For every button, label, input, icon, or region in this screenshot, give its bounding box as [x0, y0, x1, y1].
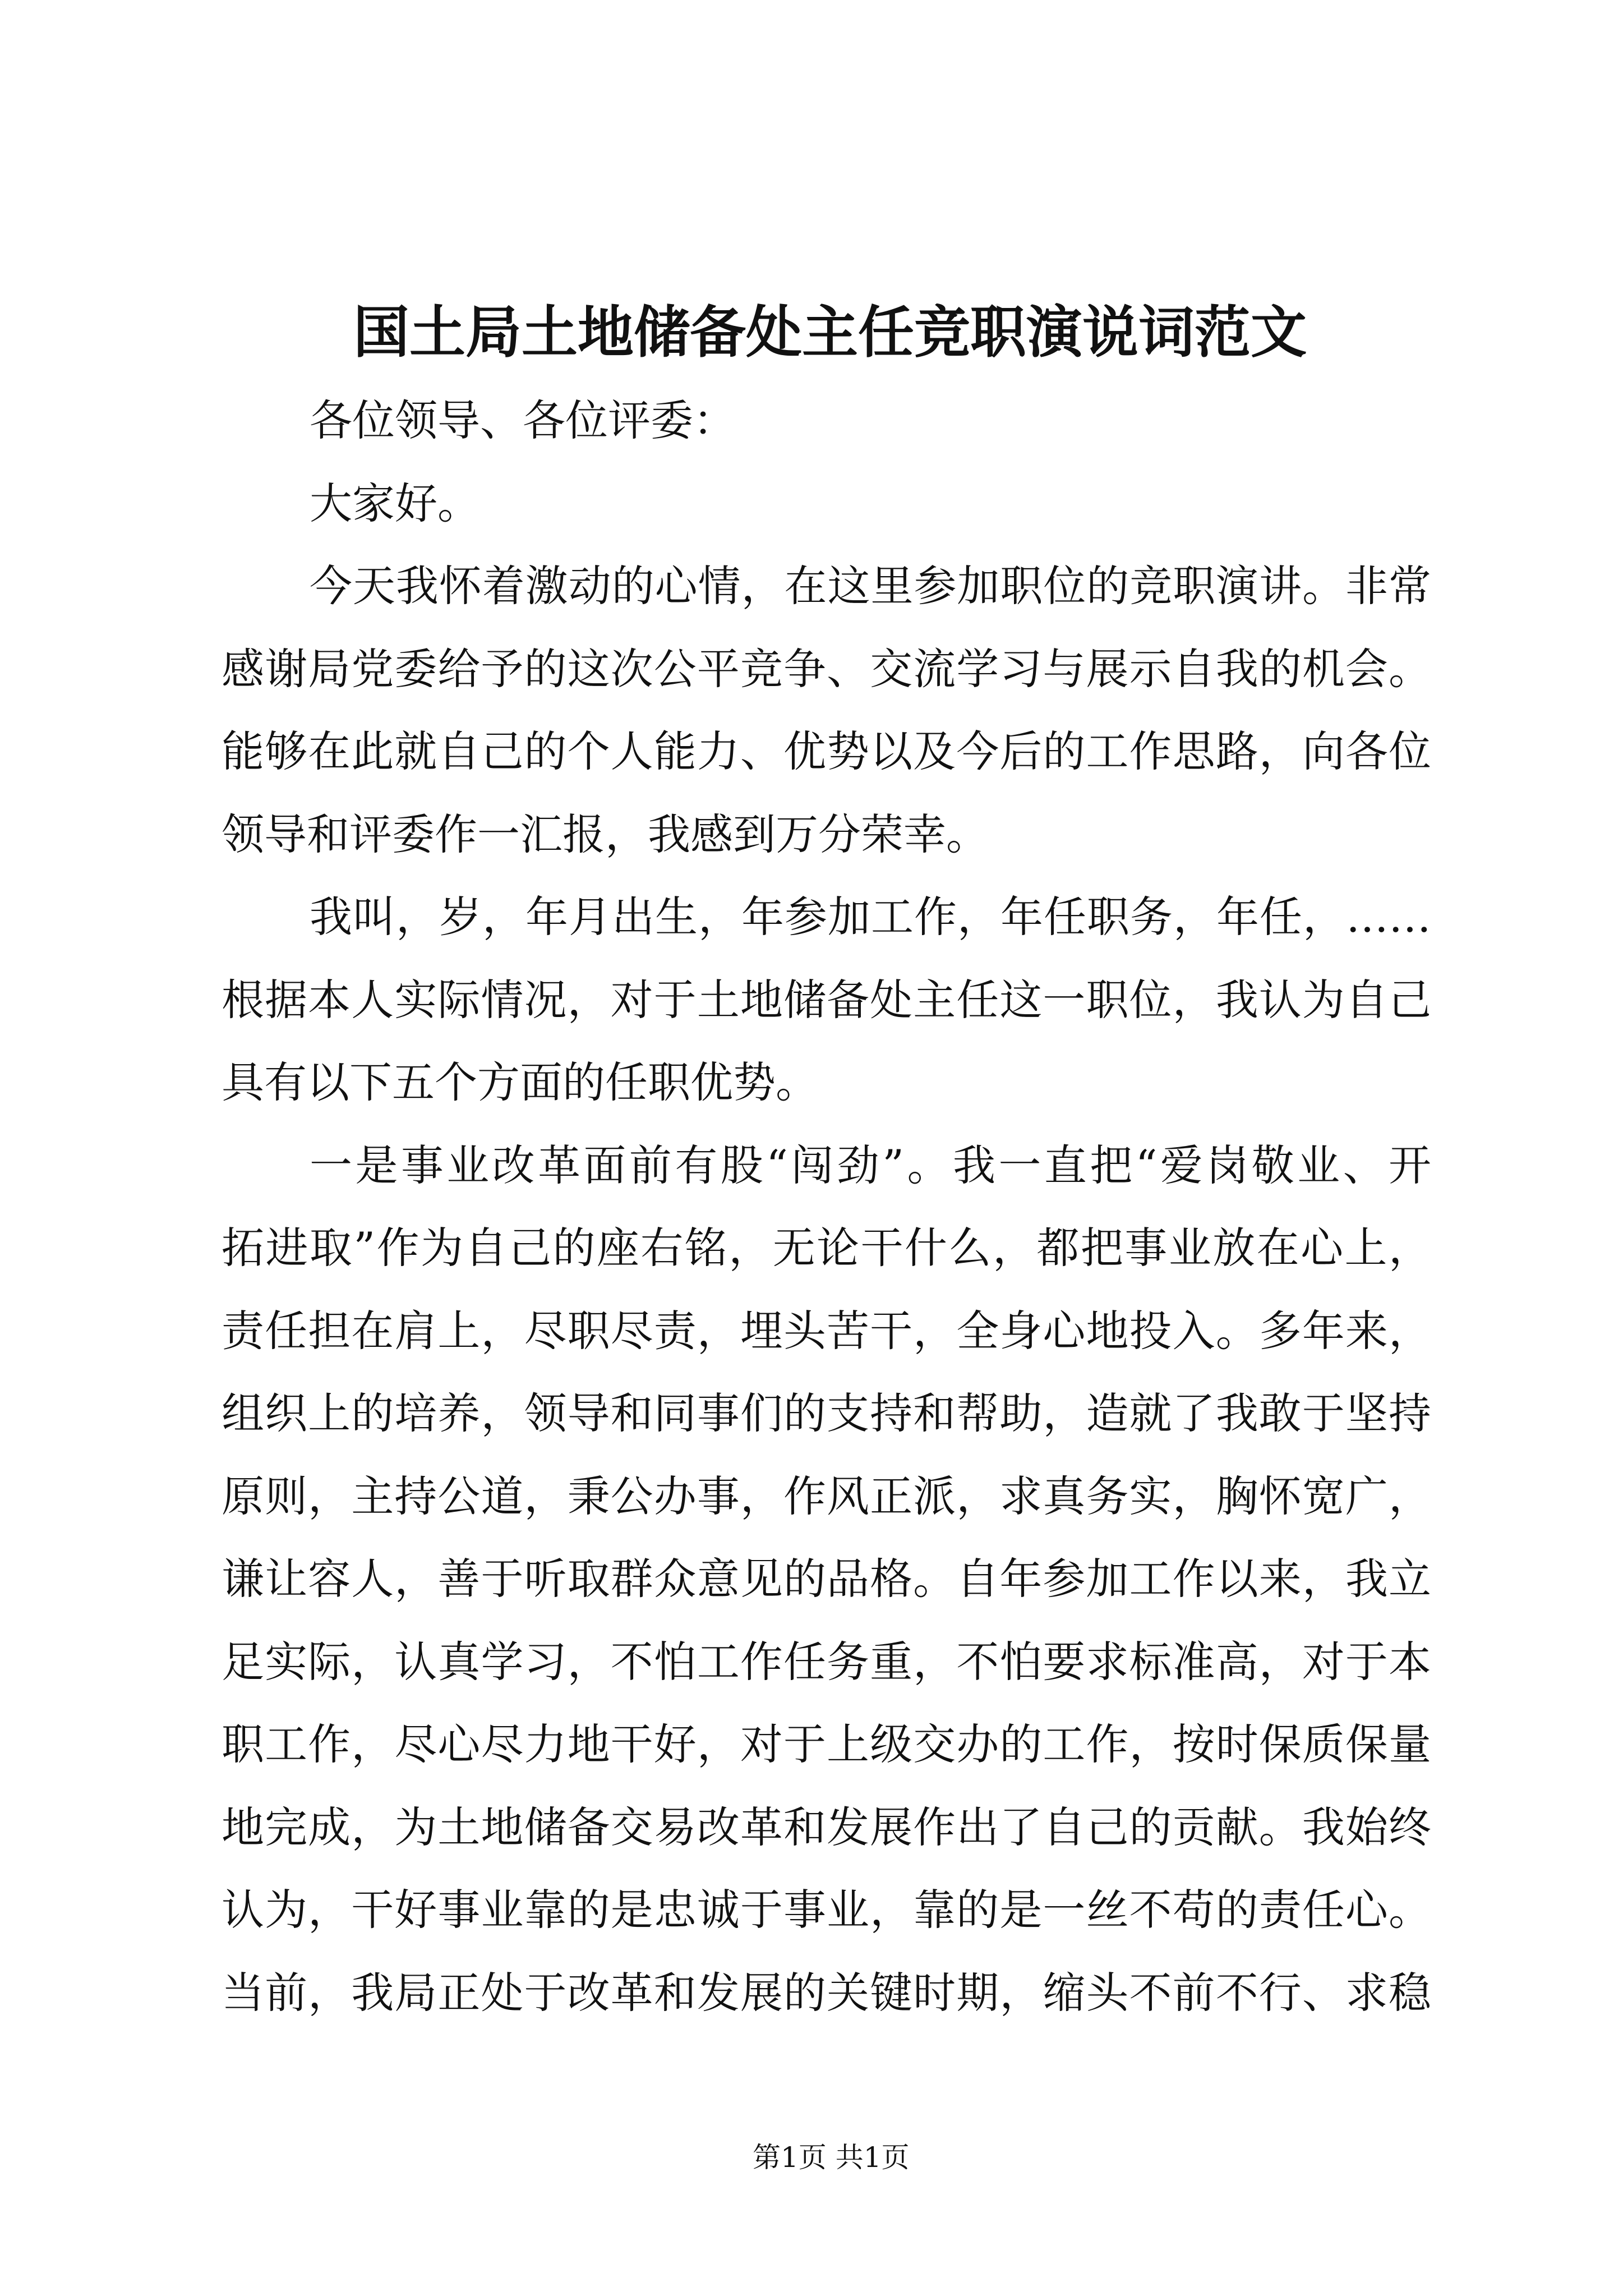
- document-title: 国土局土地储备处主任竞职演说词范文: [353, 299, 1307, 365]
- paragraph-line: 大家好。: [310, 478, 480, 528]
- paragraph-line: 组织上的培养，领导和同事们的支持和帮助，造就了我敢于坚持: [222, 1388, 1431, 1438]
- paragraph-greeting: [222, 462, 1431, 545]
- paragraph-line: 谦让容人，善于听取群众意见的品格。自年参加工作以来，我立: [222, 1554, 1431, 1604]
- paragraph-line: 各位领导、各位评委：: [310, 395, 736, 445]
- paragraph-line: 能够在此就自己的个人能力、优势以及今后的工作思路，向各位: [222, 726, 1431, 776]
- paragraph-introduction: [222, 545, 1431, 876]
- page-number-footer: 第1页 共1页: [753, 2141, 910, 2174]
- document-body: [222, 379, 1431, 2034]
- paragraph-salutation: [222, 379, 1431, 462]
- paragraph-line: 拓进取”作为自己的座右铭，无论干什么，都把事业放在心上，: [222, 1223, 1431, 1273]
- paragraph-self-introduction: [222, 876, 1431, 1124]
- paragraph-line: 责任担在肩上，尽职尽责，埋头苦干，全身心地投入。多年来，: [222, 1305, 1431, 1356]
- paragraph-line: 原则，主持公道，秉公办事，作风正派，求真务实，胸怀宽广，: [222, 1471, 1431, 1521]
- paragraph-line: 一是事业改革面前有股“闯劲”。我一直把“爱岗敬业、开: [310, 1140, 1431, 1190]
- paragraph-line: 今天我怀着激动的心情，在这里参加职位的竞职演讲。非常: [310, 561, 1431, 611]
- paragraph-line: 认为，干好事业靠的是忠诚于事业，靠的是一丝不苟的责任心。: [222, 1885, 1431, 1935]
- paragraph-line: 领导和评委作一汇报，我感到万分荣幸。: [222, 809, 989, 859]
- paragraph-line: 地完成，为土地储备交易改革和发展作出了自己的贡献。我始终: [222, 1802, 1431, 1852]
- paragraph-line: 足实际，认真学习，不怕工作任务重，不怕要求标准高，对于本: [222, 1636, 1431, 1687]
- paragraph-line: 感谢局党委给予的这次公平竞争、交流学习与展示自我的机会。: [222, 643, 1431, 694]
- paragraph-line: 我叫，岁，年月出生，年参加工作，年任职务，年任，……: [310, 892, 1431, 942]
- paragraph-line: 当前，我局正处于改革和发展的关键时期，缩头不前不行、求稳: [222, 1967, 1431, 2018]
- paragraph-line: 具有以下五个方面的任职优势。: [222, 1057, 818, 1107]
- paragraph-line: 职工作，尽心尽力地干好，对于上级交办的工作，按时保质保量: [222, 1719, 1431, 1769]
- paragraph-line: 根据本人实际情况，对于土地储备处主任这一职位，我认为自己: [222, 974, 1431, 1025]
- paragraph-advantage-one: [222, 1124, 1431, 2035]
